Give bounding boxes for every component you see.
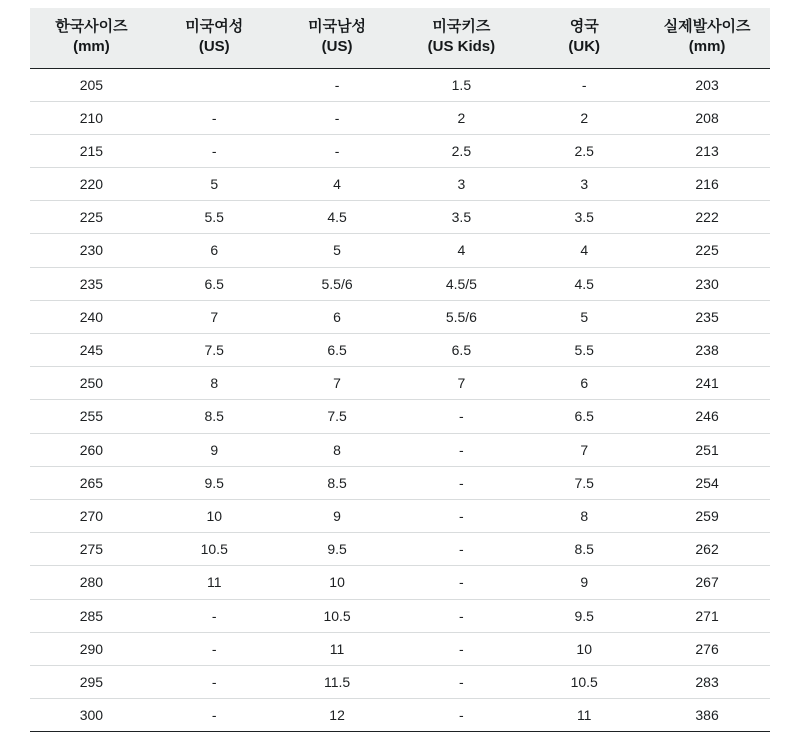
table-cell: 8.5	[524, 533, 644, 566]
table-row	[30, 234, 770, 267]
table-cell: 251	[644, 433, 770, 466]
table-cell: 265	[30, 466, 153, 499]
table-cell: 290	[30, 632, 153, 665]
table-cell: 210	[30, 101, 153, 134]
table-cell: 8	[276, 433, 399, 466]
table-cell: -	[153, 632, 276, 665]
table-cell: 4.5/5	[398, 267, 524, 300]
table-row	[30, 665, 770, 698]
table-row	[30, 699, 770, 732]
table-row	[30, 101, 770, 134]
table-cell: -	[398, 566, 524, 599]
table-cell: 254	[644, 466, 770, 499]
table-cell: 245	[30, 334, 153, 367]
table-cell: 386	[644, 699, 770, 732]
table-row	[30, 533, 770, 566]
table-cell: 9	[153, 433, 276, 466]
table-cell: 270	[30, 499, 153, 532]
table-row	[30, 400, 770, 433]
table-cell: 9	[276, 499, 399, 532]
table-body	[30, 68, 770, 732]
table-cell: 10	[153, 499, 276, 532]
table-cell: 246	[644, 400, 770, 433]
table-cell: 203	[644, 68, 770, 101]
table-cell: -	[276, 101, 399, 134]
table-cell: 259	[644, 499, 770, 532]
table-cell: 7	[524, 433, 644, 466]
table-cell: 205	[30, 68, 153, 101]
column-header-us-women	[153, 8, 276, 68]
table-cell: 11	[276, 632, 399, 665]
table-cell: -	[398, 699, 524, 732]
table-cell: -	[153, 134, 276, 167]
table-cell: -	[398, 533, 524, 566]
table-row	[30, 632, 770, 665]
table-head	[30, 8, 770, 68]
table-cell: 2	[398, 101, 524, 134]
table-row	[30, 300, 770, 333]
shoe-size-conversion-table	[30, 8, 770, 732]
table-cell: 283	[644, 665, 770, 698]
table-cell: 9.5	[153, 466, 276, 499]
table-cell: -	[524, 68, 644, 101]
table-cell: 5.5/6	[398, 300, 524, 333]
table-cell: -	[153, 665, 276, 698]
table-cell: 241	[644, 367, 770, 400]
column-header-uk	[524, 8, 644, 68]
table-cell: 235	[30, 267, 153, 300]
table-cell: -	[398, 499, 524, 532]
table-row	[30, 134, 770, 167]
table-cell: 240	[30, 300, 153, 333]
table-cell: 6.5	[524, 400, 644, 433]
table-cell: 220	[30, 168, 153, 201]
table-cell: 5	[153, 168, 276, 201]
table-cell: 235	[644, 300, 770, 333]
table-cell: 5.5/6	[276, 267, 399, 300]
table-cell: 3.5	[524, 201, 644, 234]
table-row	[30, 499, 770, 532]
table-cell: 208	[644, 101, 770, 134]
table-row	[30, 367, 770, 400]
table-cell: 271	[644, 599, 770, 632]
table-cell: 6	[524, 367, 644, 400]
table-cell: 276	[644, 632, 770, 665]
table-cell: 10	[524, 632, 644, 665]
table-cell: 6	[276, 300, 399, 333]
table-cell: -	[398, 466, 524, 499]
table-cell: 8.5	[276, 466, 399, 499]
table-cell: 225	[644, 234, 770, 267]
header-row	[30, 8, 770, 68]
table-cell: 216	[644, 168, 770, 201]
table-cell: 2	[524, 101, 644, 134]
column-header-us-kids	[398, 8, 524, 68]
table-cell: 10	[276, 566, 399, 599]
table-cell: 11.5	[276, 665, 399, 698]
table-cell: 4	[276, 168, 399, 201]
table-cell: 7	[276, 367, 399, 400]
table-cell: 295	[30, 665, 153, 698]
table-cell: 5.5	[153, 201, 276, 234]
table-cell: 230	[30, 234, 153, 267]
table-cell: 4.5	[524, 267, 644, 300]
table-cell: 213	[644, 134, 770, 167]
table-cell: -	[398, 665, 524, 698]
table-cell: 3	[398, 168, 524, 201]
table-cell: 238	[644, 334, 770, 367]
table-cell: 8	[153, 367, 276, 400]
table-cell: 222	[644, 201, 770, 234]
header-line1: 실제발사이즈	[663, 18, 751, 35]
table-row	[30, 334, 770, 367]
column-header-us-men	[276, 8, 399, 68]
header-line1: 미국키즈	[432, 18, 491, 35]
table-cell: 275	[30, 533, 153, 566]
table-cell: 8	[524, 499, 644, 532]
table-row	[30, 433, 770, 466]
table-cell: 8.5	[153, 400, 276, 433]
table-cell: -	[398, 599, 524, 632]
table-cell: 12	[276, 699, 399, 732]
table-cell: -	[398, 400, 524, 433]
table-cell: 6.5	[276, 334, 399, 367]
table-cell: 2.5	[398, 134, 524, 167]
table-cell: 260	[30, 433, 153, 466]
table-cell: 2.5	[524, 134, 644, 167]
table-cell: 10.5	[524, 665, 644, 698]
table-cell: 9.5	[524, 599, 644, 632]
table-cell: 11	[524, 699, 644, 732]
table-cell: -	[153, 599, 276, 632]
table-cell: -	[276, 134, 399, 167]
header-line2: (US)	[198, 38, 230, 56]
column-header-actual-foot-mm	[644, 8, 770, 68]
table-cell: 4	[398, 234, 524, 267]
header-line2: (mm)	[688, 38, 726, 56]
table-cell: -	[153, 101, 276, 134]
table-cell: 280	[30, 566, 153, 599]
table-cell: 3	[524, 168, 644, 201]
table-cell: 6.5	[398, 334, 524, 367]
table-cell: 5	[524, 300, 644, 333]
table-cell: 285	[30, 599, 153, 632]
table-cell: 10.5	[276, 599, 399, 632]
header-line1: 미국남성	[308, 18, 367, 35]
table-cell: 262	[644, 533, 770, 566]
header-line2: (US Kids)	[427, 38, 496, 56]
table-cell: 10.5	[153, 533, 276, 566]
table-row	[30, 168, 770, 201]
table-cell: 7	[398, 367, 524, 400]
table-cell: -	[276, 68, 399, 101]
table-cell: -	[398, 632, 524, 665]
header-line1: 미국여성	[185, 18, 244, 35]
table-cell: -	[398, 433, 524, 466]
table-cell: 225	[30, 201, 153, 234]
table-cell: 250	[30, 367, 153, 400]
table-cell: 267	[644, 566, 770, 599]
header-line1: 한국사이즈	[55, 18, 128, 35]
table-row	[30, 267, 770, 300]
table-cell: 215	[30, 134, 153, 167]
table-cell: 6	[153, 234, 276, 267]
table-cell: 9	[524, 566, 644, 599]
table-row	[30, 466, 770, 499]
table-cell: 7.5	[153, 334, 276, 367]
table-row	[30, 201, 770, 234]
table-cell: 7.5	[276, 400, 399, 433]
table-cell: 11	[153, 566, 276, 599]
table-row	[30, 566, 770, 599]
table-cell: 1.5	[398, 68, 524, 101]
table-cell: 3.5	[398, 201, 524, 234]
table-cell: 300	[30, 699, 153, 732]
column-header-korea-mm	[30, 8, 153, 68]
table-cell: 9.5	[276, 533, 399, 566]
header-line1: 영국	[569, 18, 599, 35]
table-row	[30, 68, 770, 101]
table-cell: 7	[153, 300, 276, 333]
size-chart-sheet	[0, 8, 800, 737]
header-line2: (UK)	[568, 38, 601, 56]
table-cell	[153, 68, 276, 101]
table-cell: 7.5	[524, 466, 644, 499]
table-cell: 5.5	[524, 334, 644, 367]
header-line2: (US)	[321, 38, 353, 56]
table-cell: -	[153, 699, 276, 732]
table-cell: 5	[276, 234, 399, 267]
table-cell: 255	[30, 400, 153, 433]
header-line2: (mm)	[73, 38, 110, 56]
table-cell: 4	[524, 234, 644, 267]
table-cell: 230	[644, 267, 770, 300]
table-row	[30, 599, 770, 632]
table-cell: 6.5	[153, 267, 276, 300]
table-cell: 4.5	[276, 201, 399, 234]
